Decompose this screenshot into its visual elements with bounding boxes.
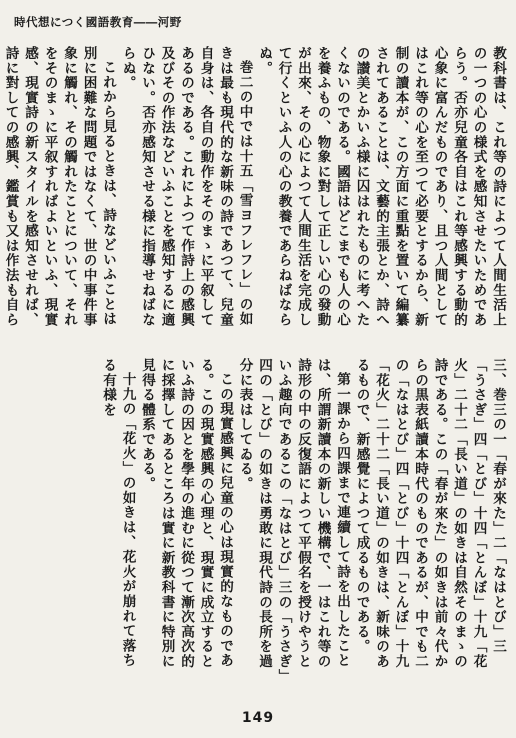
paragraph: 教科書は、これ等の詩によつて人間生活上の一つの心の様式を感知させたいためであらう。否亦兒童各自はこれ等感興する動的心象に富んだものであり、且つ人間としてはこれ等の心を至つて必要とするから、新制の讀本が、この方面に重點を置いて編纂されてあることは、文藝的主張とか、詩への讃美とかいふ様に囚はれたものに考へたくないのである。國語はどこまでも人の心を養ふもの、物象に對して正しい心の發動が出來、その心によつて人間生活を完成して行くといふ人の心の教養であらねばならぬ。: [256, 46, 506, 328]
paragraph: この現實感興に兒童の心は現實的なものである。この現實感興の心理と、現實に成立するといふ詩の因とを學年の進むに從つて漸次高次的に採擇してあるところは實に新教科書に特別に見得る體系である。: [139, 358, 233, 669]
page-number: 149: [241, 710, 275, 726]
paragraph: 十九の「花火」の如きは、花火が崩れて落ちる有様を: [100, 358, 136, 668]
text-block-bottom: [10, 358, 507, 680]
paragraph: 巻二の中では十五「雪ヨフレフレ」の如きは最も現代的な新味の詩であつて、兒童自身は、各自の動作をそのまゝに平叙してあるのである。これによつて作詩上の感興及びその作法などいふことを感知するに適ひない。否亦感知させる様に指導せねばならぬ。: [119, 46, 253, 328]
running-header: [0, 8, 516, 38]
paragraph: 三、巻三の一「春が來た」二「なはとび」三「うさぎ」四「とび」十四「とんぼ」十九「花火」二十二「長い道」の如きは自然そのまゝの詩である。この「春が來た」の如きは前々代からの黒表紙讀本時代のものであるが、中でも二の「なはとび」四「とび」十四「とんぼ」十九「花火」二十二「長い道」の如きは、新味のあるもので、新感覺によつて成るものである。: [353, 358, 506, 669]
running-title: 時代想につく國語教育――河野: [14, 15, 182, 29]
paragraph: これから見るときは、詩などいふことは別に困難な問題ではなくて、世の中事件事象に觸れ、その觸れたことについて、それをそのまゝに平叙すればよいといふ、現實感、現實詩の新スタイルを感知させれば、詩に對しての感興、鑑賞も又は作法も自ら: [2, 46, 116, 328]
text-block-top: [2, 46, 507, 330]
paragraph: 第一課から四課まで連續して詩を出したことは、所謂新讀本の新しい機構で、一はこれ等の詩形の中の反復語によつて平假名を授けやうといふ趣向であるこの「なはとび」三の「うさぎ」四の「とび」の如きは勇敢に現代詩の長所を過分に表はしてゐる。: [236, 358, 350, 677]
